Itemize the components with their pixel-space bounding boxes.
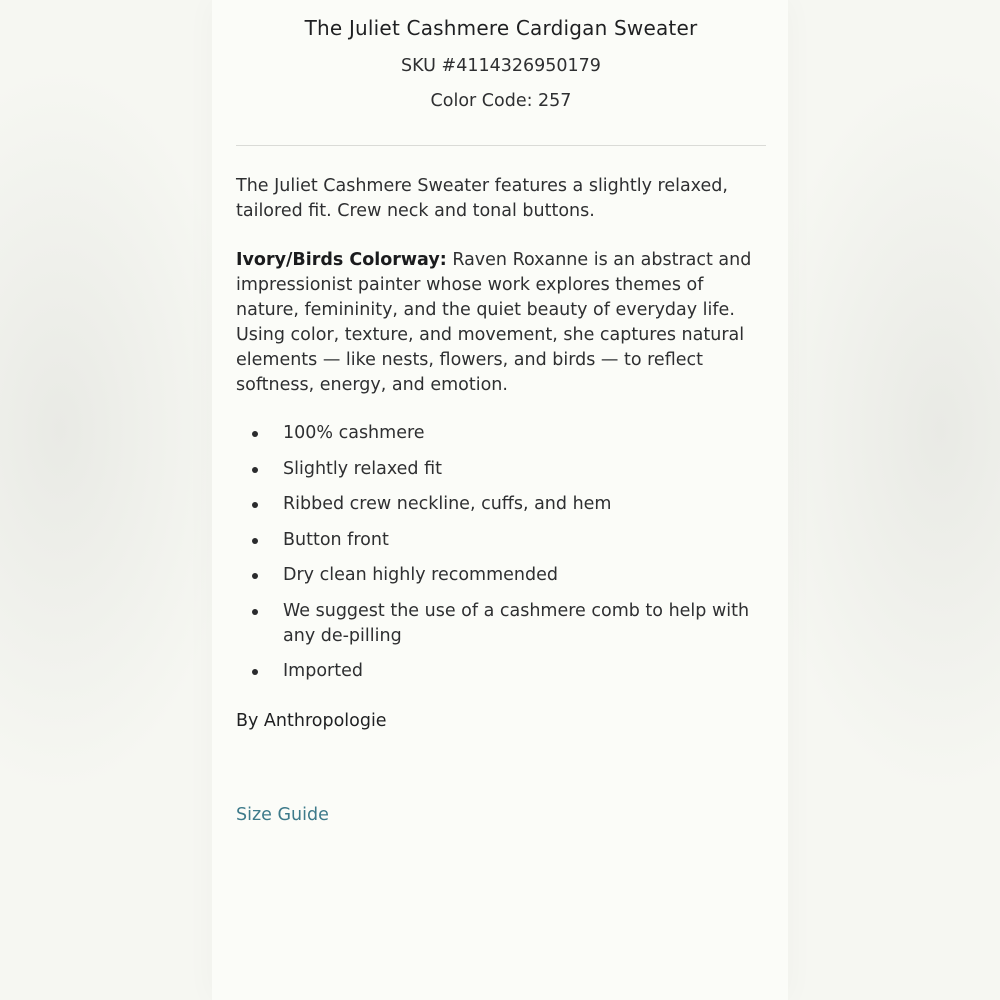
header-divider [236,145,766,146]
brand-byline: By Anthropologie [236,711,387,731]
feature-item [236,492,766,517]
bullet-icon [252,669,258,675]
colorway-description [236,248,766,398]
colorway-label: Ivory/Birds Colorway: [236,250,447,270]
product-description: The Juliet Cashmere Sweater features a slightly relaxed, tailored fit. Crew neck and tonal buttons. [236,176,728,221]
feature-item [236,563,766,588]
product-title: The Juliet Cashmere Cardigan Sweater [304,16,698,40]
feature-text: Dry clean highly recommended [283,565,558,585]
feature-item [236,528,766,553]
feature-item [236,421,766,446]
feature-text: Imported [283,661,363,681]
feature-item [236,659,766,684]
feature-text: Slightly relaxed fit [283,458,442,479]
bullet-icon [252,609,258,615]
feature-text: Button front [283,529,389,550]
colorway-text: Raven Roxanne is an abstract and impressionist painter whose work explores themes of nature, femininity, and the quiet beauty of everyday life. Using color, texture, and movement, she captures natural elements — like nests, flowers, and birds — to reflect softness, energy, and emotion. [236,250,752,395]
size-guide-link[interactable]: Size Guide [236,805,329,825]
feature-text: Ribbed crew neckline, cuffs, and hem [283,494,612,514]
product-color-code: Color Code: 257 [430,91,572,111]
feature-text: 100% cashmere [283,423,425,443]
feature-item [236,599,766,649]
bullet-icon [252,431,258,437]
bullet-icon [252,467,258,473]
product-sku: SKU #4114326950179 [401,56,601,76]
bullet-icon [252,502,258,508]
feature-item [236,457,766,482]
bullet-icon [252,573,258,579]
feature-list [236,421,766,695]
feature-text: We suggest the use of a cashmere comb to help with any de-pilling [283,600,750,646]
bullet-icon [252,538,258,544]
product-details-panel [212,0,788,1000]
